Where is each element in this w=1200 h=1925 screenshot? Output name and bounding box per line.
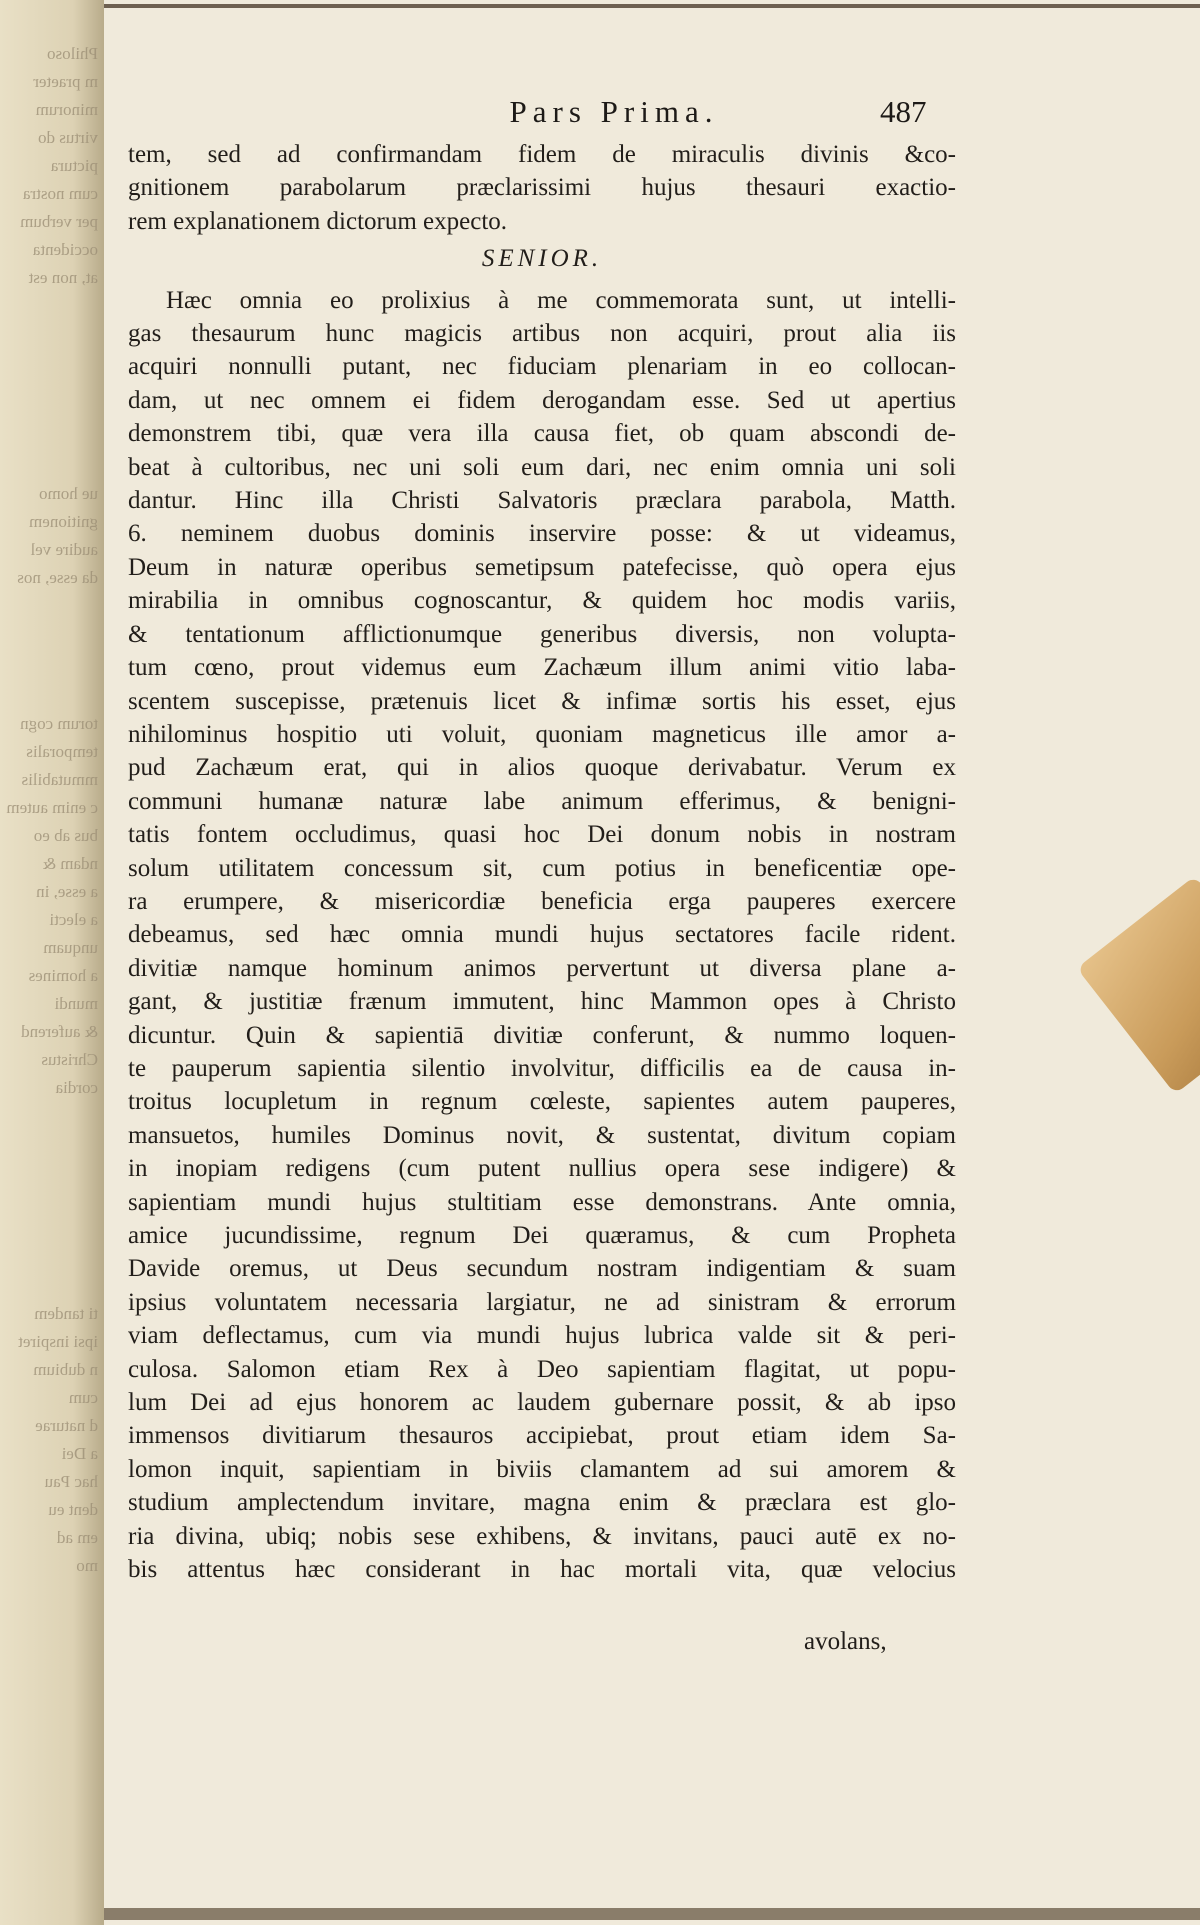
text-line: Deum in naturæ operibus semetipsum patefecisse, quò opera ejus bbox=[128, 553, 956, 581]
text-line: mirabilia in omnibus cognoscantur, & quidem hoc modis variis, bbox=[128, 587, 956, 615]
text-line: te pauperum sapientia silentio involvitur, difficilis ea de causa in- bbox=[128, 1054, 956, 1082]
text-line: gnitionem parabolarum præclarissimi hujus thesauri exactio- bbox=[128, 174, 956, 202]
text-line: debeamus, sed hæc omnia mundi hujus sectatores facile rident. bbox=[128, 921, 956, 949]
text-line: immensos divitiarum thesauros accipiebat, prout etiam idem Sa- bbox=[128, 1422, 956, 1450]
page-number: 487 bbox=[880, 94, 927, 129]
book-page bbox=[104, 0, 1200, 1925]
previous-page-edge bbox=[0, 0, 104, 1925]
text-line: in inopiam redigens (cum putent nullius opera sese indigere) & bbox=[128, 1155, 956, 1183]
text-line: tum cœno, prout videmus eum Zachæum illum animi vitio laba- bbox=[128, 654, 956, 682]
bottom-edge-rule bbox=[104, 1908, 1200, 1920]
text-line: dantur. Hinc illa Christi Salvatoris præclara parabola, Matth. bbox=[128, 487, 956, 515]
bleed-through-text: torum cogn temporalis mmutabilis c enim autem bus ab eo ndam & a esse, in a electi unquam a homines mundi & auferend Christus cordia bbox=[6, 714, 98, 1097]
text-line: dam, ut nec omnem ei fidem derogandam esse. Sed ut apertius bbox=[128, 386, 956, 414]
text-line: nihilominus hospitio uti voluit, quoniam magneticus ille amor a- bbox=[128, 720, 956, 748]
bleed-through-text: ti tandem ipsi inspiret n dubium cum d naturae a Dei hac Pau dent eu em ad mo bbox=[18, 1304, 98, 1575]
text-line: dicuntur. Quin & sapientiā divitiæ conferunt, & nummo loquen- bbox=[128, 1021, 956, 1049]
text-line: studium amplectendum invitare, magna enim & præclara est glo- bbox=[128, 1489, 956, 1517]
text-line: sapientiam mundi hujus stultitiam esse demonstrans. Ante omnia, bbox=[128, 1188, 956, 1216]
bleed-through-text: Philoso m praeter minorum virtus do pictura cum nostra per verbum occidenta at, non est bbox=[20, 44, 98, 287]
text-line: Davide oremus, ut Deus secundum nostram indigentiam & suam bbox=[128, 1255, 956, 1283]
text-line: tem, sed ad confirmandam fidem de miraculis divinis &co- bbox=[128, 141, 956, 168]
text-line: lomon inquit, sapientiam in biviis clamantem ad sui amorem & bbox=[128, 1455, 956, 1483]
text-line: solum utilitatem concessum sit, cum potius in beneficentiæ ope- bbox=[128, 854, 956, 882]
text-line: gant, & justitiæ frænum immutent, hinc Mammon opes à Christo bbox=[128, 988, 956, 1016]
text-line: & tentationum afflictionumque generibus diversis, non volupta- bbox=[128, 620, 956, 648]
text-line: viam deflectamus, cum via mundi hujus lubrica valde sit & peri- bbox=[128, 1322, 956, 1350]
text-line: ra erumpere, & misericordiæ beneficia erga pauperes exercere bbox=[128, 887, 956, 915]
text-line: mansuetos, humiles Dominus novit, & sustentat, divitum copiam bbox=[128, 1121, 956, 1149]
text-line: pud Zachæum erat, qui in alios quoque derivabatur. Verum ex bbox=[128, 754, 956, 782]
text-line: demonstrem tibi, quæ vera illa causa fiet, ob quam abscondi de- bbox=[128, 420, 956, 448]
text-line: troitus locupletum in regnum cœleste, sapientes autem pauperes, bbox=[128, 1088, 956, 1116]
text-line: tatis fontem occludimus, quasi hoc Dei donum nobis in nostram bbox=[128, 821, 956, 849]
text-line: lum Dei ad ejus honorem ac laudem gubernare possit, & ab ipso bbox=[128, 1389, 956, 1417]
bleed-through-text: ue homo gnitionem audire vel da esse, nos bbox=[17, 484, 98, 587]
text-line: culosa. Salomon etiam Rex à Deo sapientiam flagitat, ut popu- bbox=[128, 1355, 956, 1383]
text-line: 6. neminem duobus dominis inservire posse: & ut videamus, bbox=[128, 520, 956, 548]
text-line: ipsius voluntatem necessaria largiatur, ne ad sinistram & errorum bbox=[128, 1288, 956, 1316]
text-line: rem explanationem dictorum expecto. bbox=[128, 207, 508, 235]
top-edge-rule bbox=[104, 4, 1200, 8]
text-line: ria divina, ubiq; nobis sese exhibens, & invitans, pauci autē ex no- bbox=[128, 1522, 956, 1550]
text-line: bis attentus hæc considerant in hac mortali vita, quæ velocius bbox=[128, 1556, 956, 1584]
text-line: amice jucundissime, regnum Dei quæramus, & cum Propheta bbox=[128, 1222, 956, 1249]
body-text bbox=[128, 138, 956, 1586]
text-line: scentem suscepisse, prætenuis licet & infimæ sortis his esset, ejus bbox=[128, 687, 956, 715]
text-line: divitiæ namque hominum animos pervertunt ut diversa plane a- bbox=[128, 954, 956, 982]
text-line: beat à cultoribus, nec uni soli eum dari, nec enim omnia uni soli bbox=[128, 453, 956, 481]
text-line: acquiri nonnulli putant, nec fiduciam plenariam in eo collocan- bbox=[128, 353, 956, 381]
text-line: Hæc omnia eo prolixius à me commemorata sunt, ut intelli- bbox=[166, 286, 956, 314]
catchword: avolans, bbox=[804, 1628, 887, 1655]
text-line: gas thesaurum hunc magicis artibus non acquiri, prout alia iis bbox=[128, 320, 956, 348]
speaker-heading: SENIOR. bbox=[481, 245, 603, 273]
running-head: Pars Prima. bbox=[509, 94, 719, 129]
text-line: communi humanæ naturæ labe animum efferimus, & benigni- bbox=[128, 787, 956, 815]
